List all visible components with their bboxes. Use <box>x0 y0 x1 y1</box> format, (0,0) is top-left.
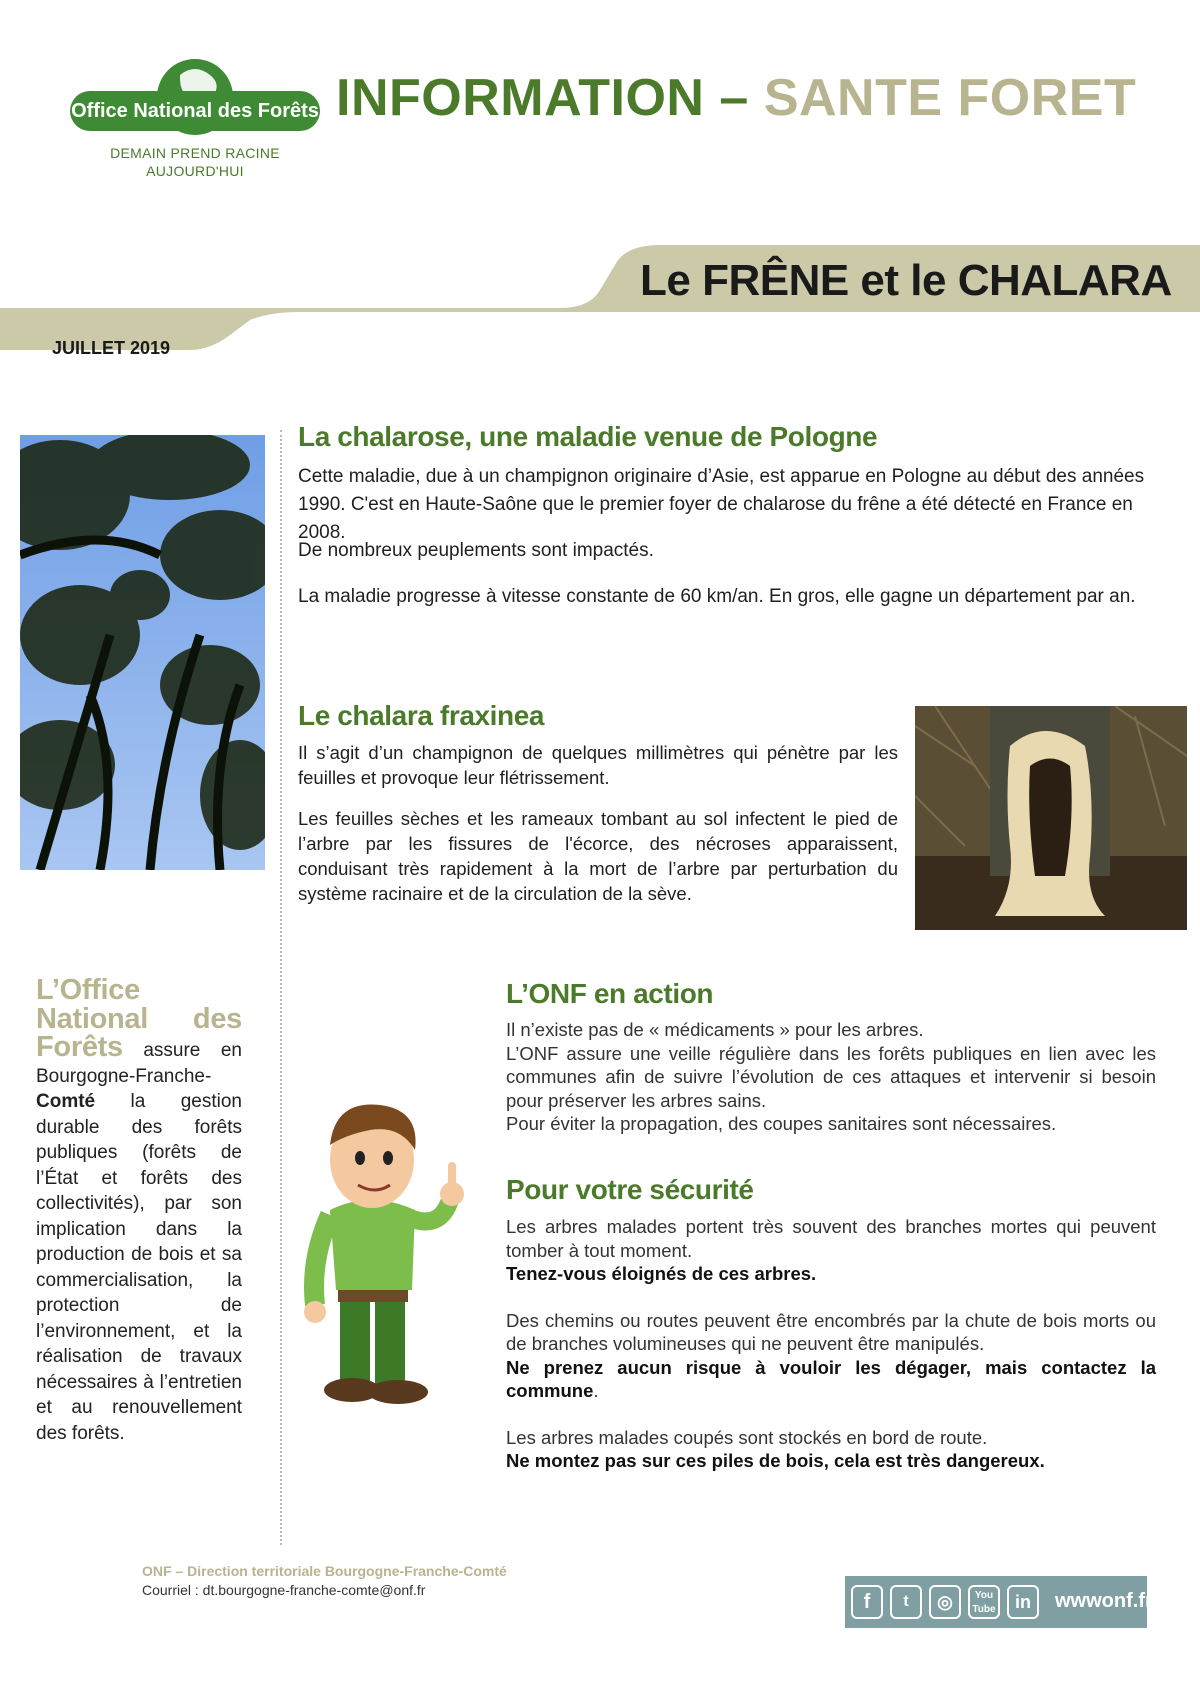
onf-name-highlight: L’Office National des Forêts <box>36 974 242 1063</box>
securite-paragraph-2: Des chemins ou routes peuvent être encombrés par la chute de bois morts ou de branches volumineuses qui ne peuvent être manipulés. <box>506 1309 1156 1354</box>
securite-warning-3: Ne montez pas sur ces piles de bois, cela est très dangereux. <box>506 1450 1045 1471</box>
document-subject: Le FRÊNE et le CHALARA <box>640 256 1172 305</box>
ash-trees-photo <box>20 435 265 870</box>
website-link[interactable]: wwwonf.fr <box>1055 1590 1153 1612</box>
title-part-sante-foret: SANTE FORET <box>763 69 1137 127</box>
linkedin-icon[interactable]: in <box>1007 1585 1039 1619</box>
logo-tagline-2: AUJOURD'HUI <box>146 163 244 179</box>
facebook-icon[interactable]: f <box>851 1585 883 1619</box>
onf-description-text-2: la gestion durable des forêts publiques (forêts de l’État et forêts des collectivités), par son implication dans la production de bois et sa commercialisation, la protection de l’environnement, et la réalisation de travaux nécessaires à l’entretien et au renouvellement des forêts. <box>36 1091 242 1444</box>
section-chalarose-paragraph-3: La maladie progresse à vitesse constante de 60 km/an. En gros, elle gagne un département par an. <box>298 586 1136 607</box>
logo-name: Office National des Forêts <box>71 100 319 122</box>
section-securite-body <box>506 1215 1156 1473</box>
onf-action-line-1: Il n’existe pas de « médicaments » pour les arbres. <box>506 1019 924 1040</box>
logo-tagline-1: DEMAIN PREND RACINE <box>110 145 280 161</box>
section-heading-chalara-fraxinea: Le chalara fraxinea <box>298 700 545 731</box>
document-date: JUILLET 2019 <box>52 338 171 358</box>
page-title <box>336 68 1136 128</box>
social-links-bar <box>845 1576 1153 1628</box>
securite-paragraph-2-end: . <box>593 1380 599 1401</box>
onf-description-text-1: assure en Bourgogne-Franche- <box>36 1040 242 1087</box>
onf-logo <box>70 55 320 185</box>
section-chalarose-paragraph-1: Cette maladie, due à un champignon originaire d’Asie, est apparue en Pologne au début des années 1990. C'est en Haute-Saône que le premier foyer de chalarose du frêne a été détecté en France en 2008. <box>298 466 1145 543</box>
title-part-information: INFORMATION – <box>336 69 749 127</box>
section-chalara-paragraph-1: Il s’agit d’un champignon de quelques millimètres qui pénètre par les feuilles et provoque leur flétrissement. <box>298 742 898 788</box>
section-chalarose-paragraph-2: De nombreux peuplements sont impactés. <box>298 540 654 561</box>
securite-warning-2: Ne prenez aucun risque à vouloir les dégager, mais contactez la commune <box>506 1356 1156 1401</box>
youtube-icon[interactable]: You Tube <box>968 1585 1000 1619</box>
instagram-icon[interactable]: ◎ <box>929 1585 961 1619</box>
onf-description-bold: Comté <box>36 1091 96 1112</box>
section-heading-chalarose: La chalarose, une maladie venue de Pologne <box>298 421 878 452</box>
forester-cartoon-illustration <box>290 1090 470 1420</box>
footer-direction: ONF – Direction territoriale Bourgogne-Franche-Comté <box>142 1563 507 1579</box>
section-heading-securite: Pour votre sécurité <box>506 1174 754 1205</box>
twitter-icon[interactable]: t <box>890 1585 922 1619</box>
column-divider <box>280 430 282 1545</box>
section-onf-action-body <box>506 1018 1156 1136</box>
onf-action-line-3: Pour éviter la propagation, des coupes sanitaires sont nécessaires. <box>506 1113 1057 1134</box>
securite-warning-1: Tenez-vous éloignés de ces arbres. <box>506 1263 817 1284</box>
securite-paragraph-3: Les arbres malades coupés sont stockés en bord de route. <box>506 1426 988 1448</box>
section-chalara-paragraph-2: Les feuilles sèches et les rameaux tombant au sol infectent le pied de l’arbre par les fissures de l'écorce, des nécroses apparaissent, conduisant très rapidement à la mort de l’arbre par perturbation du système racinaire et de la circulation de la sève. <box>298 808 898 904</box>
footer-email[interactable]: Courriel : dt.bourgogne-franche-comte@onf.fr <box>142 1582 426 1598</box>
infected-ash-trunk-photo <box>915 706 1187 930</box>
onf-action-line-2: L’ONF assure une veille régulière dans les forêts publiques en lien avec les communes afin de suivre l’évolution de ces attaques et intervenir si besoin pour préserver les arbres sains. <box>506 1042 1156 1111</box>
section-heading-onf-action: L’ONF en action <box>506 978 714 1009</box>
securite-paragraph-1: Les arbres malades portent très souvent des branches mortes qui peuvent tomber à tout moment. <box>506 1216 1156 1261</box>
onf-description <box>36 974 242 1446</box>
